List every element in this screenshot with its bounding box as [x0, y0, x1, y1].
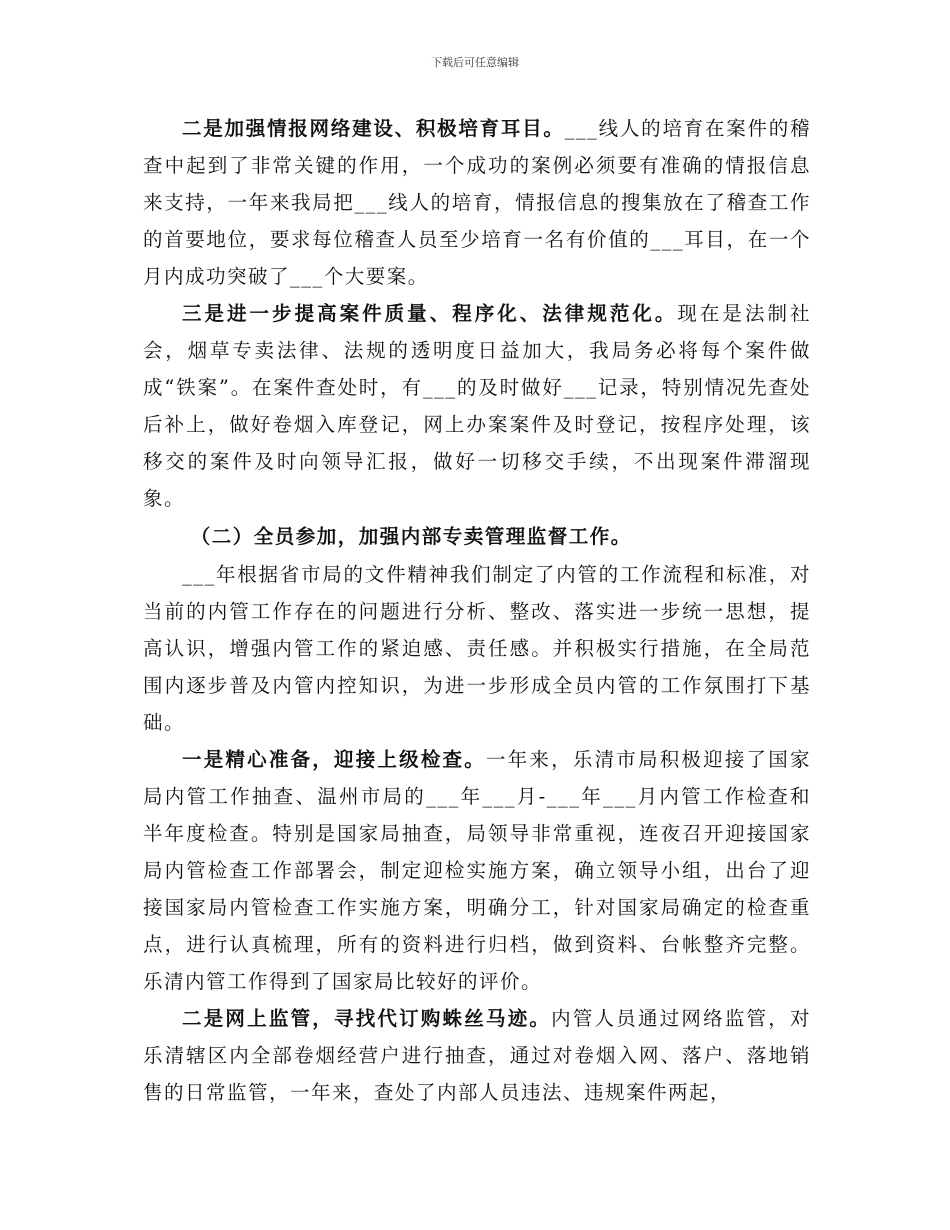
paragraph-inspection-preparation — [143, 741, 811, 1000]
paragraph-online-supervision — [143, 1000, 811, 1111]
paragraph-case-quality — [143, 295, 811, 517]
paragraph-lead: 二是加强情报网络建设、积极培育耳目。 — [182, 117, 565, 140]
paragraph-internal-management — [143, 556, 811, 741]
paragraph-text: 现在是法制社会，烟草专卖法律、法规的透明度日益加大，我局务必将每个案件做成“铁案”。在案件查处时，有___的及时做好___记录，特别情况先查处后补上，做好卷烟入库登记，网上办案案件及时登记，按程序处理，该移交的案件及时向领导汇报，做好一切移交手续，不出现案件滞溜现象。 — [143, 302, 811, 510]
paragraph-text: 内管人员通过网络监管，对乐清辖区内全部卷烟经营户进行抽查，通过对卷烟入网、落户、落地销售的日常监管，一年来，查处了内部人员违法、违规案件两起， — [143, 1007, 811, 1104]
paragraph-lead: 一是精心准备，迎接上级检查。 — [182, 748, 486, 771]
paragraph-intelligence-network — [143, 110, 811, 295]
paragraph-text: ___年根据省市局的文件精神我们制定了内管的工作流程和标准，对当前的内管工作存在的问题进行分析、整改、落实进一步统一思想，提高认识，增强内管工作的紧迫感、责任感。并积极实行措施，在全局范围内逐步普及内管内控知识，为进一步形成全员内管的工作氛围打下基础。 — [143, 563, 811, 734]
paragraph-text: 一年来，乐清市局积极迎接了国家局内管工作抽查、温州市局的___年___月-___年___月内管工作检查和半年度检查。特别是国家局抽查，局领导非常重视，连夜召开迎接国家局内管检查工作部署会，制定迎检实施方案，确立领导小组，出台了迎接国家局内管检查工作实施方案，明确分工，针对国家局确定的检查重点，进行认真梳理，所有的资料进行归档，做到资料、台帐整齐完整。乐清内管工作得到了国家局比较好的评价。 — [143, 748, 811, 993]
paragraph-lead: 二是网上监管，寻找代订购蛛丝马迹。 — [182, 1007, 552, 1030]
paragraph-lead: 三是进一步提高案件质量、程序化、法律规范化。 — [182, 302, 678, 325]
section-heading: （二）全员参加，加强内部专卖管理监督工作。 — [190, 525, 632, 548]
paragraph-text: ___线人的培育在案件的稽查中起到了非常关键的作用，一个成功的案例必须要有准确的情报信息来支持，一年来我局把___线人的培育，情报信息的搜集放在了稽查工作的首要地位，要求每位稽查人员至少培育一名有价值的___耳目，在一个月内成功突破了___个大要案。 — [143, 117, 811, 288]
page-header: 下载后可任意编辑 — [431, 56, 519, 69]
document-body — [143, 110, 811, 1111]
